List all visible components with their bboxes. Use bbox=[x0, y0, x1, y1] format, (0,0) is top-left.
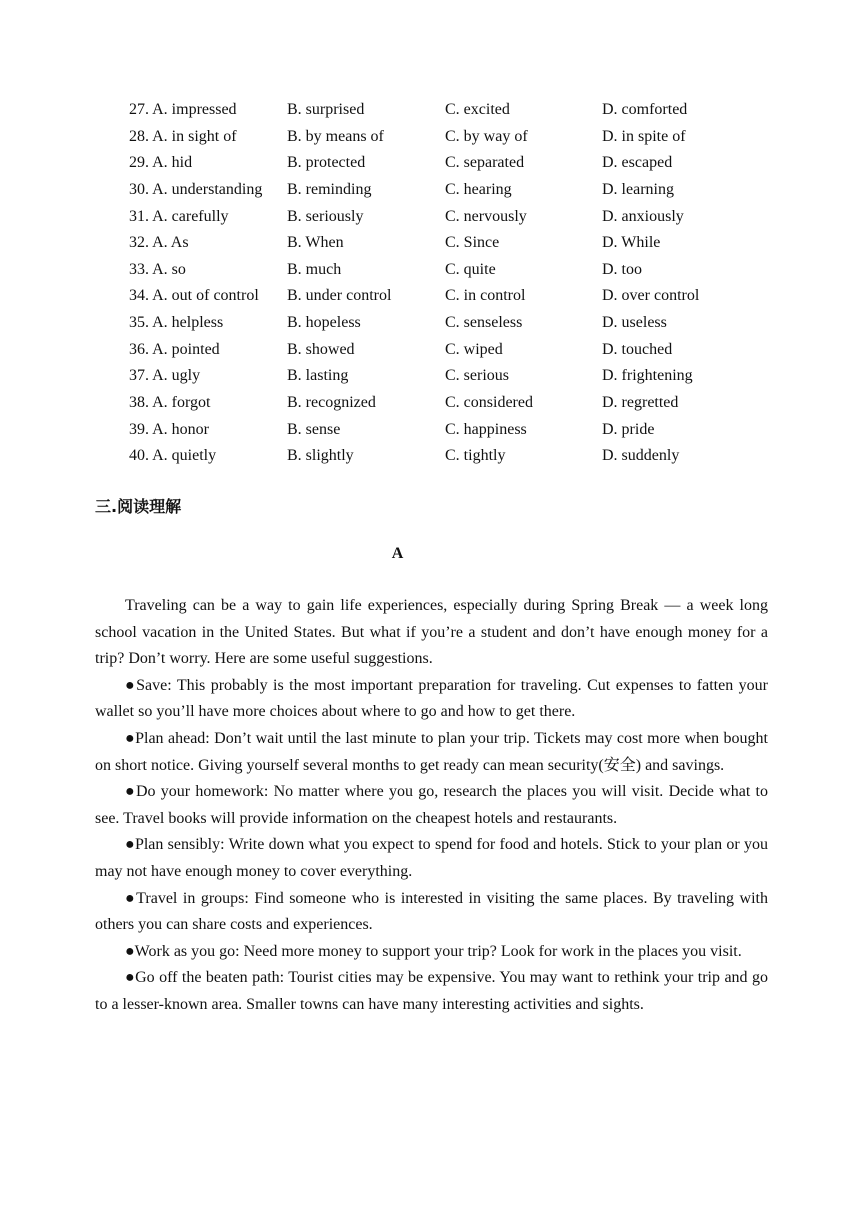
option-c: C. happiness bbox=[445, 420, 527, 438]
option-a: 40. A. quietly bbox=[129, 447, 217, 465]
option-a: 28. A. in sight of bbox=[129, 127, 237, 145]
option-c: C. separated bbox=[445, 154, 525, 172]
option-c: C. nervously bbox=[445, 207, 527, 225]
tip-plan-ahead: ●Plan ahead: Don’t wait until the last minute to plan your trip. Tickets may cost more when bought on short notice. Giving yourself several months to get ready can mean security(安全) and savings. bbox=[95, 729, 768, 774]
option-c: C. Since bbox=[445, 234, 500, 252]
option-b: B. by means of bbox=[287, 127, 384, 145]
option-c: C. hearing bbox=[445, 180, 512, 198]
intro-paragraph: Traveling can be a way to gain life experiences, especially during Spring Break — a week long school vacation in the United States. But what if you’re a student and don’t have enough money for a trip? Don’t worry. Here are some useful suggestions. bbox=[95, 597, 768, 668]
option-d: D. anxiously bbox=[602, 207, 684, 225]
option-a: 39. A. honor bbox=[129, 420, 209, 438]
option-a: 27. A. impressed bbox=[129, 101, 237, 118]
option-a: 36. A. pointed bbox=[129, 340, 220, 358]
option-d: D. learning bbox=[602, 180, 674, 198]
option-b: B. under control bbox=[287, 287, 392, 305]
tip-do-homework: ●Do your homework: No matter where you go, research the places you will visit. Decide what to see. Travel books will provide information on the cheapest hotels and restaurants. bbox=[95, 783, 768, 827]
option-d: D. frightening bbox=[602, 367, 693, 385]
tip-work-as-you-go: ●Work as you go: Need more money to support your trip? Look for work in the places you visit. bbox=[125, 942, 742, 960]
option-b: B. slightly bbox=[287, 447, 354, 465]
option-c: C. considered bbox=[445, 394, 533, 412]
option-b: B. much bbox=[287, 260, 342, 278]
option-d: D. useless bbox=[602, 314, 667, 332]
option-b: B. seriously bbox=[287, 207, 364, 225]
option-a: 29. A. hid bbox=[129, 154, 193, 172]
option-c: C. in control bbox=[445, 287, 526, 305]
option-a: 35. A. helpless bbox=[129, 314, 224, 332]
option-b: B. protected bbox=[287, 154, 366, 172]
option-d: D. in spite of bbox=[602, 127, 686, 145]
option-d: D. pride bbox=[602, 420, 655, 438]
option-a: 34. A. out of control bbox=[129, 287, 259, 305]
reading-passage bbox=[95, 593, 768, 1019]
option-d: D. regretted bbox=[602, 394, 679, 412]
option-c: C. excited bbox=[445, 101, 510, 118]
option-c: C. serious bbox=[445, 367, 509, 385]
option-a: 38. A. forgot bbox=[129, 394, 211, 412]
option-b: B. showed bbox=[287, 340, 355, 358]
option-a: 33. A. so bbox=[129, 260, 186, 278]
tip-off-beaten-path: ●Go off the beaten path: Tourist cities may be expensive. You may want to rethink your trip and go to a lesser-known area. Smaller towns can have many interesting activities and sights. bbox=[95, 969, 768, 1013]
option-c: C. wiped bbox=[445, 340, 503, 358]
option-b: B. lasting bbox=[287, 367, 349, 385]
tip-plan-sensibly: ●Plan sensibly: Write down what you expect to spend for food and hotels. Stick to your plan or you may not have enough money to cover everything. bbox=[95, 836, 768, 880]
option-d: D. touched bbox=[602, 340, 673, 358]
option-d: D. comforted bbox=[602, 101, 688, 118]
tip-travel-in-groups: ●Travel in groups: Find someone who is interested in visiting the same places. By traveling with others you can share costs and experiences. bbox=[95, 889, 768, 934]
section-title: 三.阅读理解 bbox=[95, 497, 182, 516]
option-d: D. over control bbox=[602, 287, 700, 305]
option-d: D. too bbox=[602, 260, 642, 278]
option-d: D. suddenly bbox=[602, 447, 680, 465]
passage-heading: A bbox=[391, 545, 404, 562]
option-c: C. tightly bbox=[445, 447, 506, 465]
option-b: B. sense bbox=[287, 420, 341, 438]
option-b: B. reminding bbox=[287, 180, 372, 198]
option-a: 32. A. As bbox=[129, 234, 189, 252]
option-b: B. recognized bbox=[287, 394, 376, 412]
option-a: 30. A. understanding bbox=[129, 180, 263, 198]
option-c: C. senseless bbox=[445, 314, 523, 332]
option-d: D. While bbox=[602, 234, 661, 252]
tip-save: ●Save: This probably is the most important preparation for traveling. Cut expenses to fatten your wallet so you’ll have more choices about where to go and how to get there. bbox=[95, 676, 768, 721]
option-a: 37. A. ugly bbox=[129, 367, 201, 385]
option-c: C. quite bbox=[445, 260, 496, 278]
option-d: D. escaped bbox=[602, 154, 673, 172]
option-b: B. hopeless bbox=[287, 314, 361, 332]
option-b: B. surprised bbox=[287, 101, 365, 118]
option-a: 31. A. carefully bbox=[129, 207, 229, 225]
option-c: C. by way of bbox=[445, 127, 528, 145]
option-b: B. When bbox=[287, 234, 344, 252]
